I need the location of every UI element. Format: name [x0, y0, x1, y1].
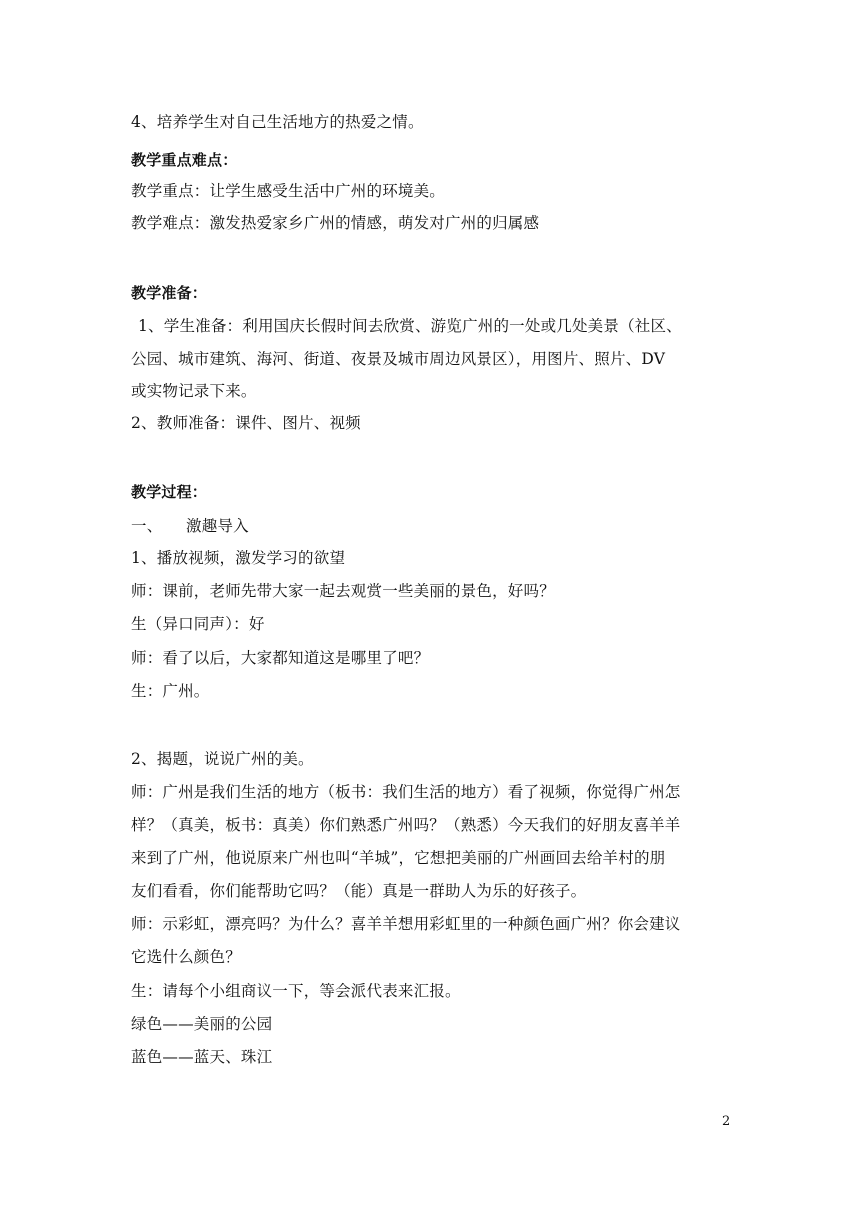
- page-number: 2: [722, 1114, 731, 1129]
- dialogue-student-2: 生：广州。: [131, 682, 210, 700]
- color-green: 绿色——美丽的公园: [131, 1015, 273, 1033]
- dialogue-teacher-3-line-4: 友们看看，你们能帮助它吗？（能）真是一群助人为乐的好孩子。: [131, 882, 587, 900]
- difficult-point: 教学难点：激发热爱家乡广州的情感，萌发对广州的归属感: [131, 214, 540, 232]
- section-1-title: 一、 激趣导入: [131, 517, 249, 535]
- teacher-preparation: 2、教师准备：课件、图片、视频: [131, 414, 361, 432]
- heading-key-points: 教学重点难点：: [131, 151, 238, 169]
- student-preparation-line-3: 或实物记录下来。: [131, 382, 257, 400]
- dialogue-teacher-4-line-2: 它选什么颜色？: [131, 948, 241, 966]
- dialogue-teacher-4-line-1: 师：示彩虹，漂亮吗？为什么？喜羊羊想用彩虹里的一种颜色画广州？你会建议: [131, 915, 681, 933]
- dialogue-student-3: 生：请每个小组商议一下，等会派代表来汇报。: [131, 982, 461, 1000]
- step-1: 1、播放视频，激发学习的欲望: [131, 549, 346, 567]
- step-2: 2、揭题，说说广州的美。: [131, 750, 314, 768]
- dialogue-teacher-3-line-2: 样？（真美，板书：真美）你们熟悉广州吗？（熟悉）今天我们的好朋友喜羊羊: [131, 816, 681, 834]
- dialogue-teacher-2: 师：看了以后，大家都知道这是哪里了吧？: [131, 649, 430, 667]
- student-preparation-line-1: 1、学生准备：利用国庆长假时间去欣赏、游览广州的一处或几处美景（社区、: [138, 317, 682, 335]
- heading-teaching-process: 教学过程：: [131, 483, 208, 501]
- heading-preparation: 教学准备：: [131, 284, 208, 302]
- student-preparation-line-2: 公园、城市建筑、海河、街道、夜景及城市周边风景区），用图片、照片、DV: [131, 350, 666, 368]
- dialogue-teacher-3-line-3: 来到了广州，他说原来广州也叫“羊城”，它想把美丽的广州画回去给羊村的朋: [131, 849, 666, 867]
- dialogue-teacher-3-line-1: 师：广州是我们生活的地方（板书：我们生活的地方）看了视频，你觉得广州怎: [131, 783, 681, 801]
- key-point: 教学重点：让学生感受生活中广州的环境美。: [131, 182, 446, 200]
- color-blue: 蓝色——蓝天、珠江: [131, 1048, 273, 1066]
- dialogue-student-1: 生（异口同声）：好: [131, 615, 265, 633]
- objective-4: 4、培养学生对自己生活地方的热爱之情。: [131, 113, 424, 131]
- dialogue-teacher-1: 师：课前，老师先带大家一起去观赏一些美丽的景色，好吗？: [131, 582, 555, 600]
